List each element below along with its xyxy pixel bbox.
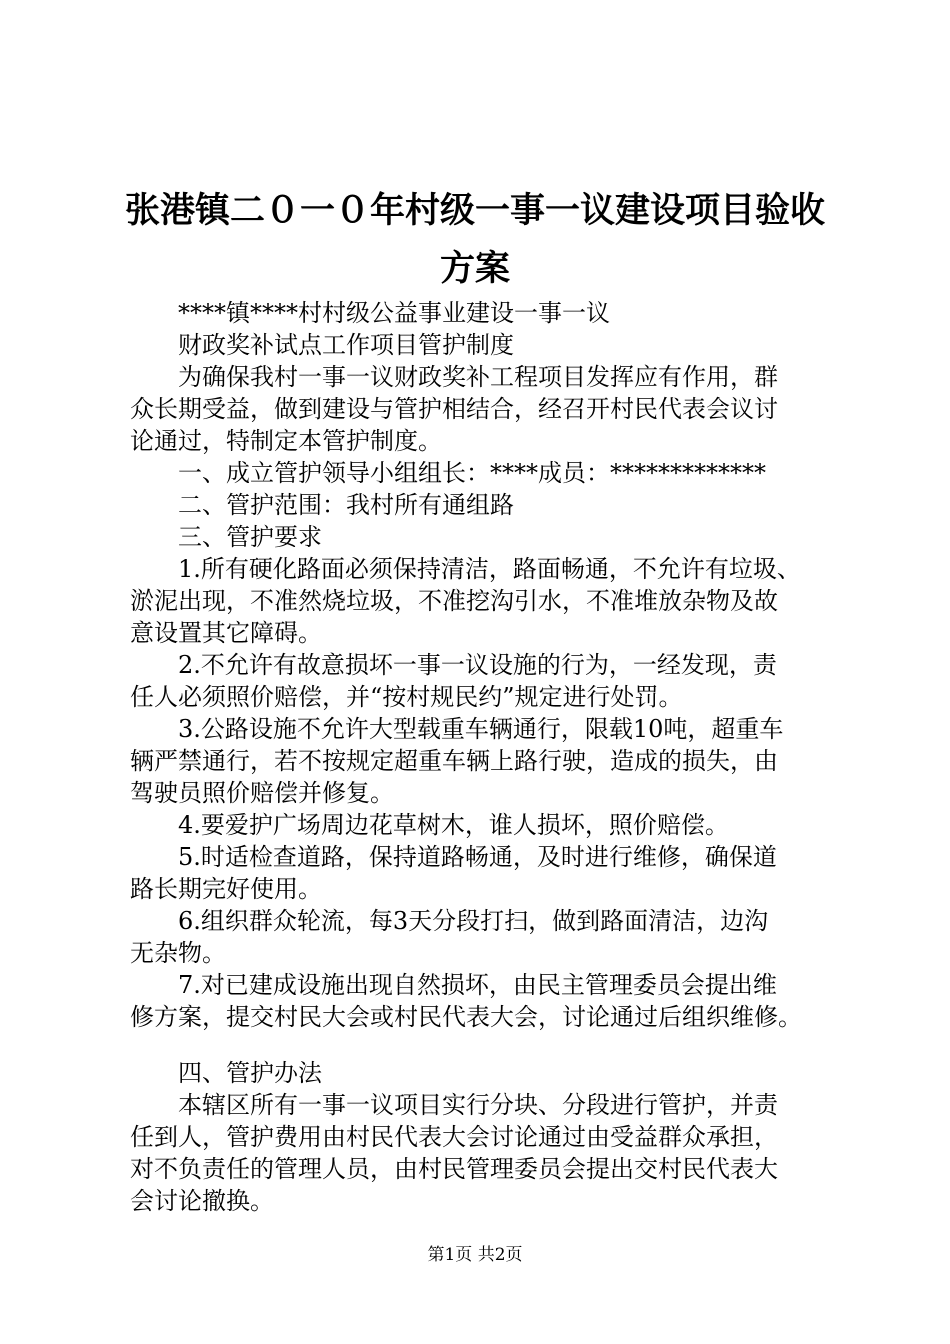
requirement-item-3-cont: 驾驶员照价赔偿并修复。 xyxy=(130,779,394,807)
requirement-item-7: 7.对已建成设施出现自然损坏，由民主管理委员会提出维 xyxy=(178,971,777,999)
requirement-item-1-cont: 意设置其它障碍。 xyxy=(130,619,322,647)
requirement-item-6: 6.组织群众轮流，每3天分段打扫，做到路面清洁，边沟 xyxy=(178,907,769,935)
document-title-line-1: 张港镇二０一０年村级一事一议建设项目验收 xyxy=(124,191,825,231)
requirement-item-4: 4.要爱护广场周边花草树木，谁人损坏，照价赔偿。 xyxy=(178,811,729,839)
method-paragraph-line: 任到人，管护费用由村民代表大会讨论通过由受益群众承担， xyxy=(130,1123,778,1151)
requirement-item-1-cont: 淤泥出现，不准然烧垃圾，不准挖沟引水，不准堆放杂物及故 xyxy=(130,587,778,615)
subtitle-line-1: ****镇****村村级公益事业建设一事一议 xyxy=(178,299,610,327)
intro-paragraph-line: 论通过，特制定本管护制度。 xyxy=(130,427,442,455)
page-footer: 第1页 共2页 xyxy=(427,1245,523,1265)
requirement-item-5: 5.时适检查道路，保持道路畅通，及时进行维修，确保道 xyxy=(178,843,777,871)
section-heading-3: 三、管护要求 xyxy=(178,523,322,551)
requirement-item-6-cont: 无杂物。 xyxy=(130,939,226,967)
method-paragraph-line: 对不负责任的管理人员，由村民管理委员会提出交村民代表大 xyxy=(130,1155,778,1183)
requirement-item-5-cont: 路长期完好使用。 xyxy=(130,875,322,903)
requirement-item-2: 2.不允许有故意损坏一事一议设施的行为，一经发现，责 xyxy=(178,651,777,679)
document-title-line-2: 方案 xyxy=(439,249,510,289)
requirement-item-3: 3.公路设施不允许大型载重车辆通行，限载10吨，超重车 xyxy=(178,715,784,743)
requirement-item-3-cont: 辆严禁通行，若不按规定超重车辆上路行驶，造成的损失，由 xyxy=(130,747,778,775)
subtitle-line-2: 财政奖补试点工作项目管护制度 xyxy=(178,331,514,359)
requirement-item-1: 1.所有硬化路面必须保持清洁，路面畅通，不允许有垃圾、 xyxy=(178,555,801,583)
intro-paragraph-line: 众长期受益，做到建设与管护相结合，经召开村民代表会议讨 xyxy=(130,395,778,423)
section-heading-2: 二、管护范围：我村所有通组路 xyxy=(178,491,514,519)
section-heading-4: 四、管护办法 xyxy=(178,1059,322,1087)
method-paragraph-line: 本辖区所有一事一议项目实行分块、分段进行管护，并责 xyxy=(178,1091,778,1119)
method-paragraph-line: 会讨论撤换。 xyxy=(130,1187,274,1215)
section-heading-1: 一、成立管护领导小组组长：****成员：************* xyxy=(178,459,766,487)
requirement-item-2-cont: 任人必须照价赔偿，并“按村规民约”规定进行处罚。 xyxy=(130,683,683,711)
intro-paragraph-line: 为确保我村一事一议财政奖补工程项目发挥应有作用，群 xyxy=(178,363,778,391)
requirement-item-7-cont: 修方案，提交村民大会或村民代表大会，讨论通过后组织维修。 xyxy=(130,1003,802,1031)
